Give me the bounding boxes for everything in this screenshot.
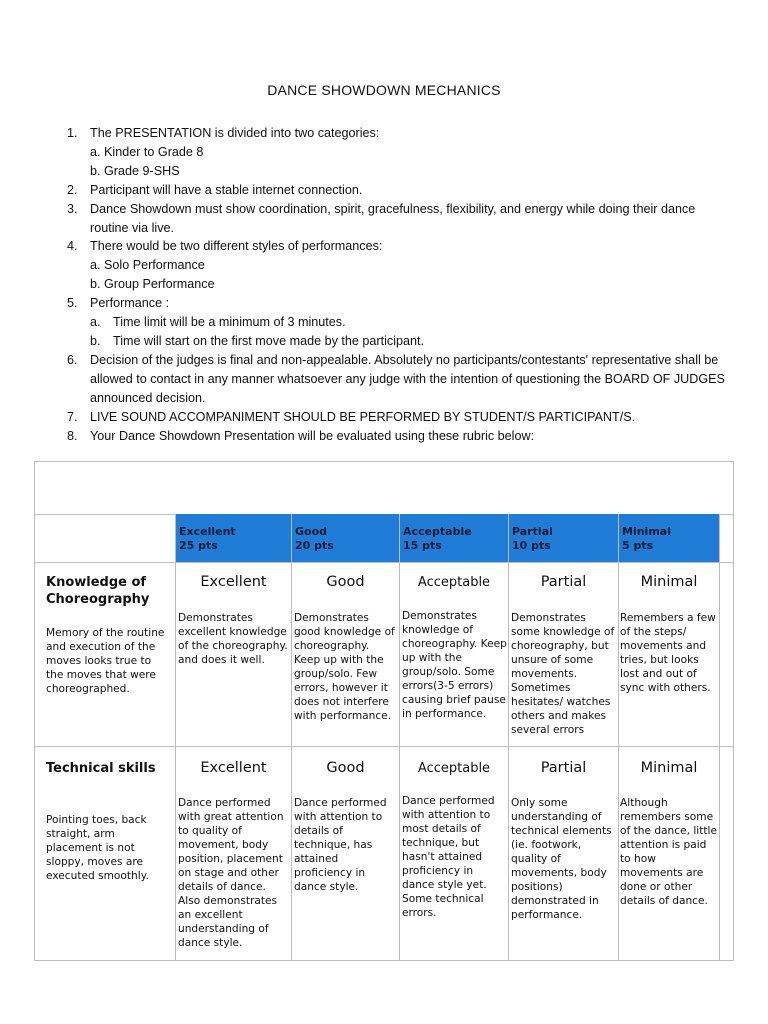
criterion-description: Memory of the routine and execution of the moves looks true to the moves that were choreographed. bbox=[46, 627, 165, 695]
rubric-cell: Demonstrates good knowledge of choreography. Keep up with the group/solo. Few errors, however it does not interfere with performance. bbox=[294, 612, 395, 722]
rubric-cell: Although remembers some of the dance, little attention is paid to how movements are done or other details of dance. bbox=[620, 797, 717, 907]
rule-text: There would be two different styles of performances: bbox=[90, 239, 383, 254]
list-subitem: a. Kinder to Grade 8 bbox=[90, 144, 204, 159]
header-acceptable bbox=[400, 514, 508, 562]
header-label: Acceptable bbox=[403, 525, 472, 538]
list-subitem: a. Time limit will be a minimum of 3 minutes. bbox=[67, 313, 737, 332]
level-label: Acceptable bbox=[417, 575, 491, 590]
level-label: Minimal bbox=[640, 760, 698, 776]
list-item: 2. Participant will have a stable internet connection. bbox=[67, 181, 737, 200]
rubric-cell: Dance performed with great attention to quality of movement, body position, placement on stage and other details of dance. Also demonstrates an excellent understanding of dance style. bbox=[178, 797, 284, 949]
rubric-cell: Demonstrates knowledge of choreography. Keep up with the group/solo. Some errors(3-5 errors) causing brief pause in performance. bbox=[402, 610, 507, 720]
rule-text: Decision of the judges is final and non-appealable. Absolutely no participants/contestants' representative shall be allowed to contact in any manner whatsoever any judge with the intention of questioning the BOARD OF JUDGES announced decision. bbox=[90, 352, 725, 405]
level-label: Good bbox=[326, 760, 365, 776]
document-title: DANCE SHOWDOWN MECHANICS bbox=[267, 82, 501, 98]
rubric-cell: Demonstrates excellent knowledge of the choreography. and does it well. bbox=[178, 612, 288, 666]
rubric-cell: Demonstrates some knowledge of choreography, but unsure of some movements. Sometimes hesitates/ watches others and makes several errors bbox=[511, 612, 615, 736]
header-label: Partial bbox=[512, 525, 553, 538]
list-subitem: b. Grade 9-SHS bbox=[90, 163, 180, 178]
header-label: Minimal bbox=[622, 525, 671, 538]
level-label: Excellent bbox=[200, 760, 267, 776]
table-divider bbox=[35, 562, 733, 563]
header-good bbox=[292, 514, 399, 562]
rubric-cell: Remembers a few of the steps/ movements and tries, but looks lost and out of sync with others. bbox=[620, 612, 716, 694]
header-minimal bbox=[619, 514, 719, 562]
header-points: 25 pts bbox=[179, 539, 218, 552]
header-points: 15 pts bbox=[403, 539, 442, 552]
criterion-title: Knowledge of Choreography bbox=[46, 575, 150, 607]
rubric-table bbox=[34, 461, 734, 961]
rule-text: Your Dance Showdown Presentation will be evaluated using these rubric below: bbox=[90, 428, 535, 443]
mechanics-list bbox=[67, 124, 737, 445]
list-subitem: b. Time will start on the first move made by the participant. bbox=[67, 332, 737, 351]
rubric-cell: Dance performed with attention to details of technique, has attained proficiency in dance style. bbox=[294, 797, 387, 893]
header-label: Good bbox=[295, 525, 328, 538]
header-partial bbox=[509, 514, 618, 562]
subitem-text: Time limit will be a minimum of 3 minutes. bbox=[113, 315, 346, 330]
list-item: 6. Decision of the judges is final and non-appealable. Absolutely no participants/contestants' representative shall be allowed to contact in any manner whatsoever any judge with the intention of questioning the BOARD OF JUDGES announced decision. bbox=[67, 351, 737, 408]
header-points: 10 pts bbox=[512, 539, 551, 552]
level-label: Excellent bbox=[200, 574, 267, 590]
list-subitem: b. Group Performance bbox=[90, 277, 215, 292]
list-subitem: a. Solo Performance bbox=[90, 258, 205, 273]
level-label: Good bbox=[326, 574, 365, 590]
list-item: 5. Performance : bbox=[67, 294, 737, 313]
subitem-text: Time will start on the first move made by the participant. bbox=[113, 333, 425, 348]
table-divider bbox=[719, 514, 720, 960]
level-label: Acceptable bbox=[417, 761, 491, 776]
criterion-title: Technical skills bbox=[46, 761, 156, 776]
rule-text: LIVE SOUND ACCOMPANIMENT SHOULD BE PERFORMED BY STUDENT/S PARTICIPANT/S. bbox=[90, 409, 636, 424]
header-excellent bbox=[176, 514, 291, 562]
rubric-cell: Only some understanding of technical elements (ie. footwork, quality of movements, body positions) demonstrated in performance. bbox=[511, 797, 612, 921]
header-points: 20 pts bbox=[295, 539, 334, 552]
list-item: 8. Your Dance Showdown Presentation will be evaluated using these rubric below: bbox=[67, 427, 737, 446]
header-label: Excellent bbox=[179, 525, 236, 538]
level-label: Partial bbox=[540, 574, 587, 590]
list-item: 3. Dance Showdown must show coordination, spirit, gracefulness, flexibility, and energy while doing their dance routine via live. bbox=[67, 200, 737, 238]
rule-text: Performance : bbox=[90, 296, 170, 311]
rubric-cell: Dance performed with attention to most details of technique, but hasn't attained proficiency in dance style yet. Some technical errors. bbox=[402, 795, 495, 919]
list-item: 4. There would be two different styles of performances: bbox=[67, 237, 737, 256]
rule-text: Participant will have a stable internet connection. bbox=[90, 182, 363, 197]
table-divider bbox=[35, 746, 733, 747]
list-item: 1. The PRESENTATION is divided into two categories: bbox=[67, 124, 737, 143]
list-item: 7. LIVE SOUND ACCOMPANIMENT SHOULD BE PERFORMED BY STUDENT/S PARTICIPANT/S. bbox=[67, 408, 737, 427]
header-points: 5 pts bbox=[622, 539, 654, 552]
level-label: Partial bbox=[540, 760, 587, 776]
criterion-description: Pointing toes, back straight, arm placement is not sloppy, moves are executed smoothly. bbox=[46, 814, 149, 882]
level-label: Minimal bbox=[640, 574, 698, 590]
rule-text: Dance Showdown must show coordination, spirit, gracefulness, flexibility, and energy while doing their dance routine via live. bbox=[90, 201, 696, 235]
rule-text: The PRESENTATION is divided into two categories: bbox=[90, 126, 380, 140]
